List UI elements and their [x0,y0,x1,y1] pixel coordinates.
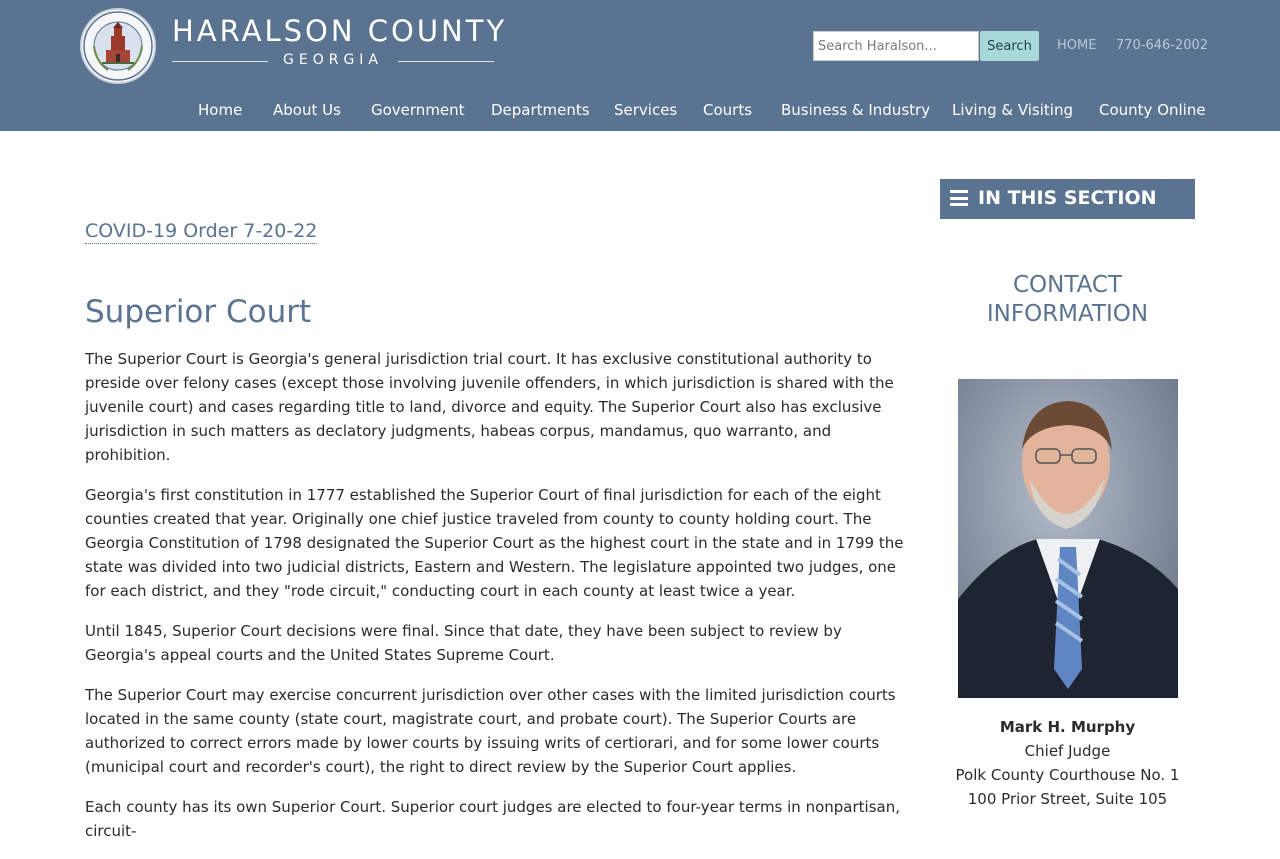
judge-address-line: Polk County Courthouse No. 1 [955,766,1180,784]
judge-name: Mark H. Murphy [999,718,1136,736]
nav-item-business-industry[interactable]: Business & Industry [781,101,931,119]
judge-address-line: 100 Prior Street, Suite 105 [967,790,1168,808]
article-paragraph: Until 1845, Superior Court decisions were final. Since that date, they have been subject to review by Georgia's appeal courts and the United States Supreme Court. [85,622,842,664]
courthouse-seal-icon [82,10,154,82]
nav-item-living-visiting[interactable]: Living & Visiting [952,101,1073,119]
article-paragraph: The Superior Court is Georgia's general jurisdiction trial court. It has exclusive constitutional authority to preside over felony cases (except those involving juvenile offenders, in which jurisdiction is shared with the juvenile court) and cases regarding title to land, divorce and equity. The Superior Court also has exclusive jurisdiction in such matters as declatory judgments, habeas corpus, mandamus, quo warranto, and prohibition. [85,350,894,464]
home-link[interactable]: HOME [1057,38,1097,53]
article-paragraph: Each county has its own Superior Court. Superior court judges are elected to four-year terms in nonpartisan, circuit- [85,798,900,840]
nav-item-departments[interactable]: Departments [491,101,590,119]
nav-item-home[interactable]: Home [198,101,243,119]
nav-item-about-us[interactable]: About Us [273,101,341,119]
nav-item-government[interactable]: Government [371,101,465,119]
judge-role: Chief Judge [1024,742,1111,760]
subtitle-rule-right [398,61,494,62]
article-paragraph: Georgia's first constitution in 1777 established the Superior Court of final jurisdiction for each of the eight counties created that year. Originally one chief justice traveled from county to county holding court. The Georgia Constitution of 1798 designated the Superior Court as the highest court in the state and in 1799 the state was divided into two judicial districts, Eastern and Western. The legislature appointed two judges, one for each district, and they "rode circuit," conducting court in each county at least twice a year. [85,486,904,600]
nav-item-services[interactable]: Services [614,101,678,119]
contact-heading-line: CONTACT [1012,272,1123,298]
nav-item-courts[interactable]: Courts [703,101,753,119]
in-this-section-toggle[interactable] [940,179,1195,219]
site-header [0,0,1280,131]
article-paragraph: The Superior Court may exercise concurrent jurisdiction over other cases with the limited jurisdiction courts located in the same county (state court, magistrate court, and probate court). The Superior Courts are authorized to correct errors made by lower courts by issuing writs of certiorari, and for some lower courts (municipal court and recorder's court), the right to direct review by the Superior Court applies. [85,686,896,776]
phone-link[interactable]: 770-646-2002 [1116,38,1209,53]
hamburger-menu-icon [950,190,968,206]
contact-heading-line: INFORMATION [986,301,1149,327]
section-label: IN THIS SECTION [978,187,1157,209]
nav-item-county-online[interactable]: County Online [1099,101,1206,119]
covid-order-link[interactable]: COVID-19 Order 7-20-22 [85,220,318,242]
county-seal-logo[interactable] [80,8,156,84]
site-title[interactable]: HARALSON COUNTY [172,14,508,48]
article-body [85,347,915,859]
page-title: Superior Court [85,294,312,330]
judge-contact-info [940,715,1195,811]
contact-heading [940,271,1195,329]
search-input[interactable] [813,31,979,61]
judge-portrait-image [958,379,1178,698]
search-button[interactable]: Search [980,31,1039,61]
site-subtitle-wrap [172,52,494,70]
site-subtitle: GEORGIA [283,52,383,68]
judge-photo [958,379,1178,698]
